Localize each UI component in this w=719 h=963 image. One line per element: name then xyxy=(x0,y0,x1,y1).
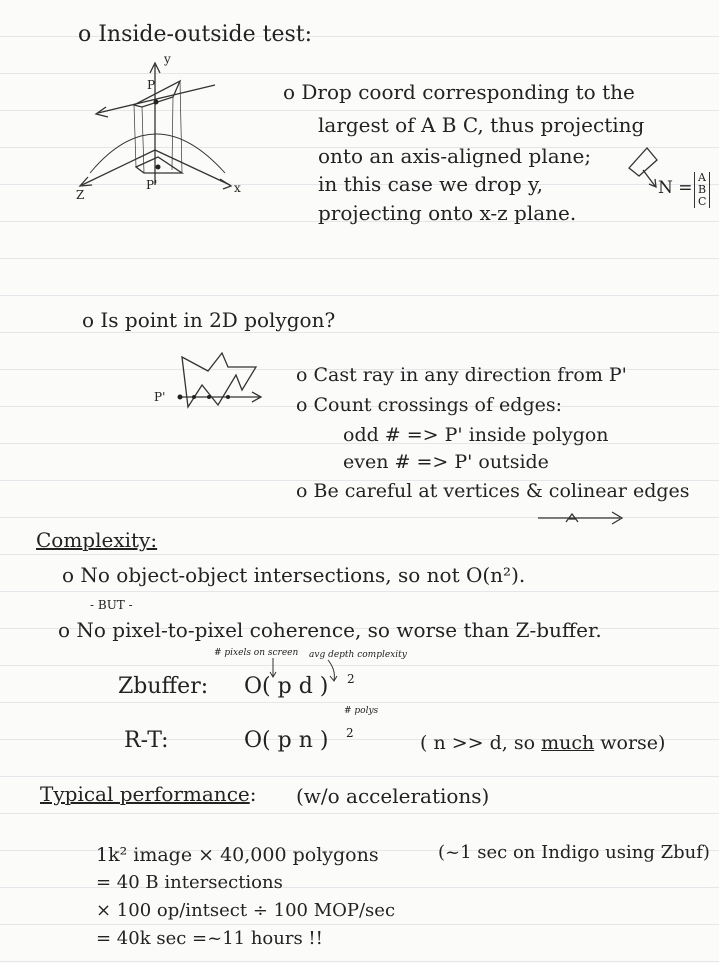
note-line-4: in this case we drop y, xyxy=(318,172,544,196)
polygon-ray-diagram xyxy=(168,345,268,415)
bullet-even: even # => P' outside xyxy=(343,451,549,473)
normal-vector-a: A xyxy=(698,171,706,184)
bullet-odd: odd # => P' inside polygon xyxy=(343,424,609,446)
rt-note-prefix: ( n >> d, so xyxy=(420,732,542,754)
bullet-count-crossings: o Count crossings of edges: xyxy=(296,394,563,416)
note-line-2: largest of A B C, thus projecting xyxy=(318,113,645,137)
typical-heading-colon: : xyxy=(249,782,257,806)
rt-exponent: 2 xyxy=(346,726,354,740)
calc-line-3: × 100 op/intsect ÷ 100 MOP/sec xyxy=(96,900,396,921)
projection-diagram xyxy=(70,55,250,205)
annotation-polys: # polys xyxy=(344,706,379,716)
typical-qualifier: (w/o accelerations) xyxy=(296,784,490,808)
zbuffer-label: Zbuffer: xyxy=(118,674,209,699)
point-label-p: P xyxy=(147,78,156,92)
annotation-depth: avg depth complexity xyxy=(309,650,407,660)
typical-heading xyxy=(40,782,256,806)
axis-label-z: Z xyxy=(76,188,85,202)
rt-note xyxy=(420,732,665,754)
sketch-arrow-icon xyxy=(536,508,626,528)
calc-aside: (~1 sec on Indigo using Zbuf) xyxy=(438,842,710,863)
bullet-cast-ray: o Cast ray in any direction from P' xyxy=(296,364,627,386)
rt-note-emph: much xyxy=(541,732,595,754)
complexity-but: - BUT - xyxy=(90,598,133,612)
section1-heading: o Inside-outside test: xyxy=(78,22,313,47)
normal-vector xyxy=(694,172,710,208)
zbuffer-formula: O( p d ) xyxy=(244,674,329,699)
annotation-pixels: # pixels on screen xyxy=(214,648,299,658)
rt-label: R-T: xyxy=(124,728,169,753)
rt-note-suffix: worse) xyxy=(594,732,666,754)
note-line-3: onto an axis-aligned plane; xyxy=(318,144,592,168)
point-label-p-prime: P' xyxy=(146,178,158,192)
axis-label-x: x xyxy=(234,181,241,195)
complexity-line-1: o No object-object intersections, so not O(n²). xyxy=(62,563,526,587)
axis-label-y: y xyxy=(164,52,171,66)
section2-heading: o Is point in 2D polygon? xyxy=(82,308,336,332)
complexity-heading: Complexity: xyxy=(36,528,158,552)
complexity-line-2: o No pixel-to-pixel coherence, so worse than Z-buffer. xyxy=(58,618,602,642)
calc-line-1: 1k² image × 40,000 polygons xyxy=(96,844,379,866)
rt-formula: O( p n ) xyxy=(244,728,329,753)
zbuffer-exponent: 2 xyxy=(347,672,355,686)
bullet-careful: o Be careful at vertices & colinear edges xyxy=(296,480,690,502)
typical-heading-text: Typical performance xyxy=(40,782,250,806)
calc-line-2: = 40 B intersections xyxy=(96,872,283,893)
calc-line-4: = 40k sec =~11 hours !! xyxy=(96,928,323,949)
normal-label: N = xyxy=(658,178,693,198)
normal-vector-c: C xyxy=(698,195,707,208)
figure-label-p-prime: P' xyxy=(154,390,166,404)
normal-vector-b: B xyxy=(698,183,707,196)
note-line-5: projecting onto x-z plane. xyxy=(318,201,577,225)
note-line-1: o Drop coord corresponding to the xyxy=(283,80,635,104)
